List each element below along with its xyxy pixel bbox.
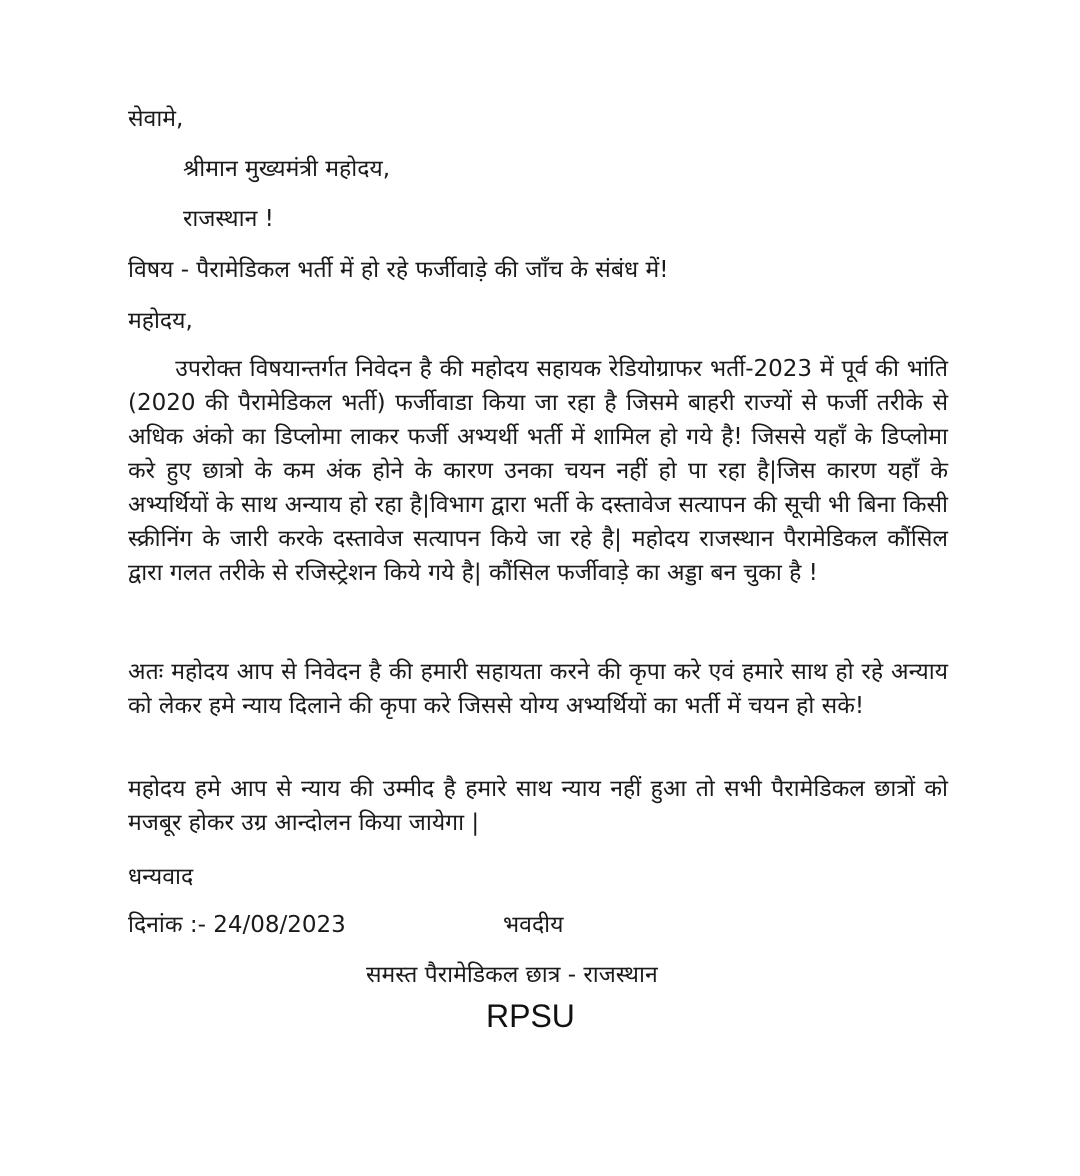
signatory-line: समस्त पैरामेडिकल छात्र - राजस्थान	[366, 962, 658, 988]
addressee: श्रीमान मुख्यमंत्री महोदय,	[183, 156, 391, 182]
body-paragraph-1: उपरोक्त विषयान्तर्गत निवेदन है की महोदय सहायक रेडियोग्राफर भर्ती-2023 में पूर्व की भांति (2020 की पैरामेडिकल भर्ती) फर्जीवाडा किया जा रहा है जिसमे बाहरी राज्यों से फर्जी तरीके से अधिक अंको का डिप्लोमा लाकर फर्जी अभ्यर्थी भर्ती में शामिल हो गये है! जिससे यहाँ के डिप्लोमा करे हुए छात्रो के कम अंक होने के कारण उनका चयन नहीं हो पा रहा है|जिस कारण यहाँ के अभ्यर्थियों के साथ अन्याय हो रहा है|विभाग द्वारा भर्ती के दस्तावेज सत्यापन की सूची भी बिना किसी स्क्रीनिंग के जारी करके दस्तावेज सत्यापन किये जा रहे है| महोदय राजस्थान पैरामेडिकल कौंसिल द्वारा गलत तरीके से रजिस्ट्रेशन किये गये है| कौंसिल फर्जीवाड़े का अड्डा बन चुका है !	[128, 356, 956, 586]
date-line: दिनांक :- 24/08/2023	[128, 912, 346, 938]
org-name: RPSU	[486, 998, 575, 1034]
body-paragraph-3: महोदय हमे आप से न्याय की उम्मीद है हमारे साथ न्याय नहीं हुआ तो सभी पैरामेडिकल छात्रों को मजबूर होकर उग्र आन्दोलन किया जायेगा |	[128, 776, 948, 836]
yours-line: भवदीय	[503, 912, 564, 938]
body-paragraph-2: अतः महोदय आप से निवेदन है की हमारी सहायता करने की कृपा करे एवं हमारे साथ हो रहे अन्याय को लेकर हमे न्याय दिलाने की कृपा करे जिससे योग्य अभ्यर्थियों का भर्ती में चयन हो सके!	[128, 659, 948, 719]
addressee-state: राजस्थान !	[183, 206, 274, 232]
thanks-line: धन्यवाद	[128, 864, 194, 890]
subject-line: विषय - पैरामेडिकल भर्ती में हो रहे फर्जीवाड़े की जाँच के संबंध में!	[128, 257, 669, 283]
salutation-to: सेवामे,	[128, 106, 184, 132]
greeting: महोदय,	[128, 308, 193, 334]
